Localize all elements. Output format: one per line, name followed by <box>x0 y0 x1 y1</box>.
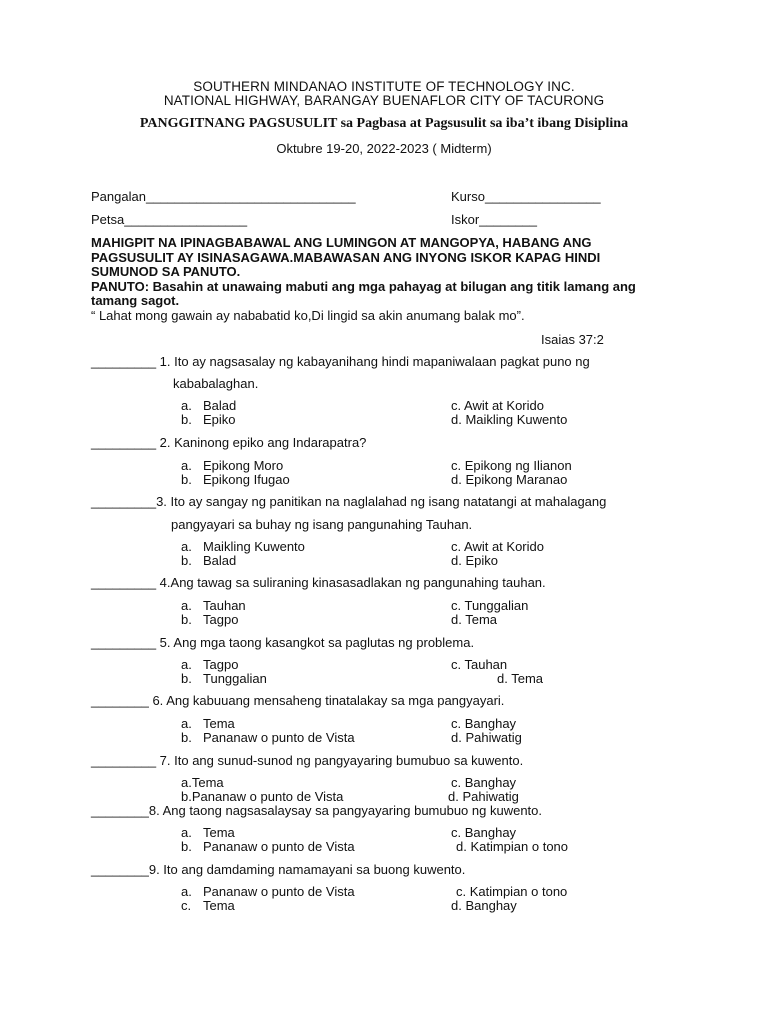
question-7: _________ 7. Ito ang sunud-sunod ng pangyayaring bumubuo sa kuwento. <box>91 753 524 768</box>
option-letter: b. <box>181 839 192 854</box>
q4-option-d[interactable]: d. Tema <box>451 612 498 627</box>
option-letter: b. <box>181 612 192 627</box>
instruction-line-2: tamang sagot. <box>91 293 180 308</box>
question-3: _________3. Ito ay sangay ng panitikan na naglalahad ng isang natatangi at mahalagang <box>91 494 607 509</box>
q4-option-a[interactable]: Tauhan <box>203 598 246 613</box>
exam-title <box>0 116 768 132</box>
option-letter: b. <box>181 730 192 745</box>
question-2: _________ 2. Kaninong epiko ang Indarapatra? <box>91 435 367 450</box>
q8-option-c[interactable]: c. Banghay <box>451 825 517 840</box>
school-address: NATIONAL HIGHWAY, BARANGAY BUENAFLOR CITY OF TACURONG <box>163 93 605 108</box>
score-field[interactable]: Iskor________ <box>451 212 538 227</box>
question-8: ________8. Ang taong nagsasalaysay sa pangyayaring bumubuo ng kuwento. <box>91 803 543 818</box>
q4-option-b[interactable]: Tagpo <box>203 612 239 627</box>
q9-option-b[interactable]: Tema <box>203 898 235 913</box>
option-letter: b. <box>181 553 192 568</box>
question-6: ________ 6. Ang kabuuang mensaheng tinatalakay sa mga pangyayari. <box>91 693 505 708</box>
q8-option-b[interactable]: Pananaw o punto de Vista <box>203 839 355 854</box>
warning-line-2: PAGSUSULIT AY ISINASAGAWA.MABAWASAN ANG INYONG ISKOR KAPAG HINDI <box>91 250 601 265</box>
exam-title-rest: sa Pagbasa at Pagsusulit sa iba’t ibang Disiplina <box>337 116 629 131</box>
option-letter: a. <box>181 716 192 731</box>
question-1: _________ 1. Ito ay nagsasalay ng kabayanihang hindi mapaniwalaan pagkat puno ng <box>91 354 590 369</box>
option-letter: b. <box>181 412 192 427</box>
q1-option-d[interactable]: d. Maikling Kuwento <box>451 412 568 427</box>
q5-option-a[interactable]: Tagpo <box>203 657 239 672</box>
course-field[interactable]: Kurso________________ <box>451 189 601 204</box>
option-letter: c. <box>181 898 192 913</box>
q6-option-b[interactable]: Pananaw o punto de Vista <box>203 730 355 745</box>
exam-date: Oktubre 19-20, 2022-2023 ( Midterm) <box>276 141 492 156</box>
q2-option-c[interactable]: c. Epikong ng Ilianon <box>451 458 572 473</box>
warning-line-1: MAHIGPIT NA IPINAGBABAWAL ANG LUMINGON AT MANGOPYA, HABANG ANG <box>91 235 592 250</box>
q1-option-b[interactable]: Epiko <box>203 412 236 427</box>
q3-option-d[interactable]: d. Epiko <box>451 553 498 568</box>
option-letter: a. <box>181 598 192 613</box>
option-letter: a. <box>181 398 192 413</box>
q3-option-c[interactable]: c. Awit at Korido <box>451 539 544 554</box>
q5-option-c[interactable]: c. Tauhan <box>451 657 508 672</box>
option-letter: a. <box>181 657 192 672</box>
q7-option-a[interactable]: a.Tema <box>181 775 224 790</box>
q8-option-a[interactable]: Tema <box>203 825 235 840</box>
option-letter: a. <box>181 539 192 554</box>
quote-source: Isaias 37:2 <box>541 332 604 347</box>
exam-title-bold: PANGGITNANG PAGSUSULIT <box>139 116 338 131</box>
q7-option-b[interactable]: b.Pananaw o punto de Vista <box>181 789 344 804</box>
q3-option-a[interactable]: Maikling Kuwento <box>203 539 305 554</box>
option-letter: b. <box>181 472 192 487</box>
option-letter: b. <box>181 671 192 686</box>
q2-option-a[interactable]: Epikong Moro <box>203 458 284 473</box>
q9-option-c[interactable]: c. Katimpian o tono <box>456 884 568 899</box>
q5-option-b[interactable]: Tunggalian <box>203 671 267 686</box>
school-name: SOUTHERN MINDANAO INSTITUTE OF TECHNOLOGY INC. <box>193 79 575 94</box>
q1-option-a[interactable]: Balad <box>203 398 237 413</box>
q7-option-d[interactable]: d. Pahiwatig <box>448 789 519 804</box>
question-5: _________ 5. Ang mga taong kasangkot sa paglutas ng problema. <box>91 635 475 650</box>
option-letter: a. <box>181 825 192 840</box>
option-letter: a. <box>181 884 192 899</box>
q6-option-d[interactable]: d. Pahiwatig <box>451 730 522 745</box>
q4-option-c[interactable]: c. Tunggalian <box>451 598 529 613</box>
instruction-line-1: PANUTO: Basahin at unawaing mabuti ang mga pahayag at bilugan ang titik lamang ang <box>91 279 636 294</box>
option-letter: a. <box>181 458 192 473</box>
q8-option-d[interactable]: d. Katimpian o tono <box>456 839 569 854</box>
q6-option-c[interactable]: c. Banghay <box>451 716 517 731</box>
warning-line-3: SUMUNOD SA PANUTO. <box>91 264 241 279</box>
q1-option-c[interactable]: c. Awit at Korido <box>451 398 544 413</box>
q3-option-b[interactable]: Balad <box>203 553 237 568</box>
q2-option-d[interactable]: d. Epikong Maranao <box>451 472 568 487</box>
question-3-cont: pangyayari sa buhay ng isang pangunahing Tauhan. <box>171 517 473 532</box>
q2-option-b[interactable]: Epikong Ifugao <box>203 472 290 487</box>
q7-option-c[interactable]: c. Banghay <box>451 775 517 790</box>
date-field[interactable]: Petsa_________________ <box>91 212 248 227</box>
name-field[interactable]: Pangalan_____________________________ <box>91 189 356 204</box>
bible-quote: “ Lahat mong gawain ay nababatid ko,Di lingid sa akin anumang balak mo”. <box>91 308 525 323</box>
q6-option-a[interactable]: Tema <box>203 716 235 731</box>
question-4: _________ 4.Ang tawag sa suliraning kinasasadlakan ng pangunahing tauhan. <box>91 575 546 590</box>
question-9: ________9. Ito ang damdaming namamayani sa buong kuwento. <box>91 862 466 877</box>
question-1-cont: kababalaghan. <box>173 376 259 391</box>
q9-option-a[interactable]: Pananaw o punto de Vista <box>203 884 355 899</box>
q5-option-d[interactable]: d. Tema <box>497 671 544 686</box>
q9-option-d[interactable]: d. Banghay <box>451 898 517 913</box>
